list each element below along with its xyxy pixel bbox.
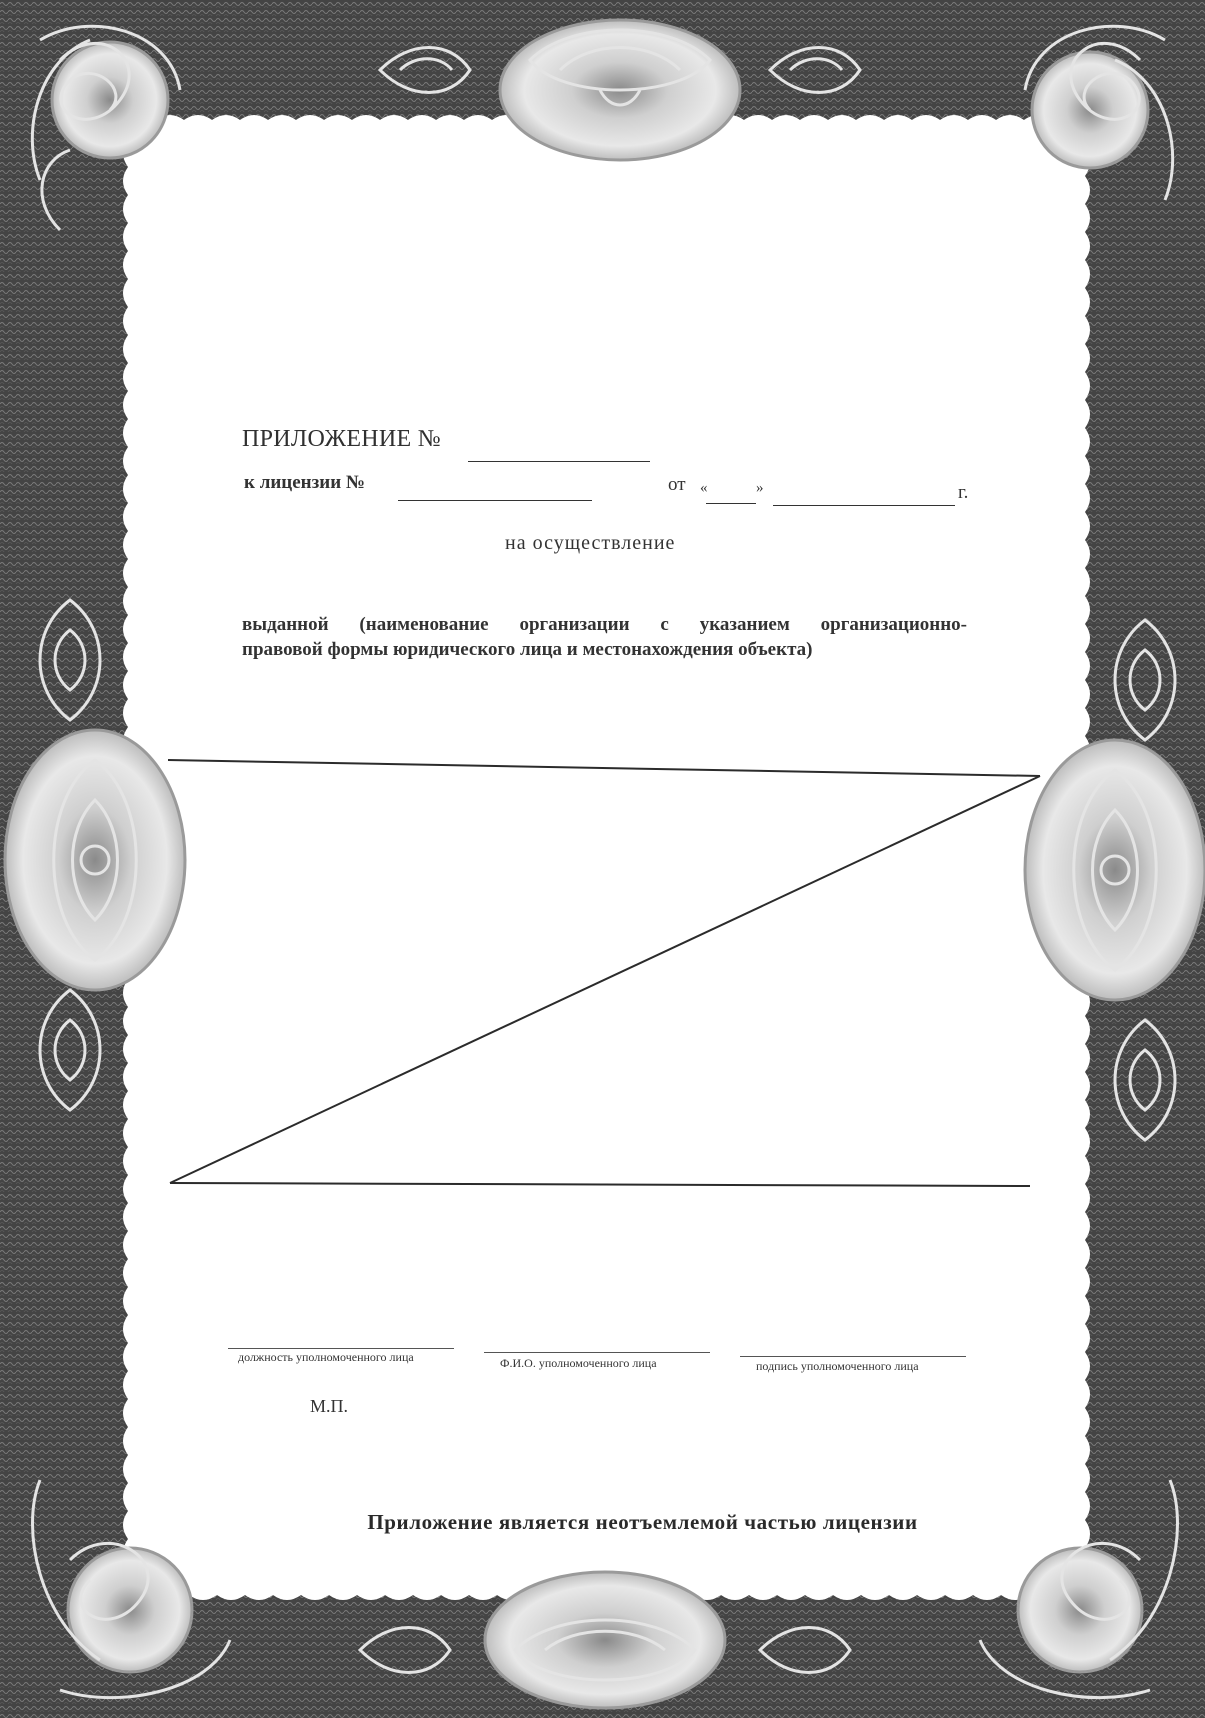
date-from-label: от xyxy=(668,474,686,495)
activity-label: на осуществление xyxy=(505,532,676,554)
issued-line-1: выданной (наименование организации с указанием организационно- xyxy=(242,614,967,635)
footer-note: Приложение является неотъемлемой частью лицензии xyxy=(367,1510,918,1534)
date-month-field[interactable] xyxy=(773,505,955,506)
ornament-bottom-center-icon xyxy=(485,1572,725,1708)
signature-caption: подпись уполномоченного лица xyxy=(756,1359,919,1373)
position-signature-line[interactable] xyxy=(228,1348,454,1349)
stamp-place-label: М.П. xyxy=(310,1396,349,1416)
name-signature-line[interactable] xyxy=(484,1352,710,1353)
ornament-top-center-icon xyxy=(500,20,740,160)
date-day-field[interactable] xyxy=(706,503,756,504)
signature-line[interactable] xyxy=(740,1356,966,1357)
appendix-title: ПРИЛОЖЕНИЕ № xyxy=(242,426,442,452)
position-caption: должность уполномоченного лица xyxy=(238,1350,414,1364)
ornament-left-middle-icon xyxy=(5,730,185,990)
name-caption: Ф.И.О. уполномоченного лица xyxy=(500,1356,657,1370)
issued-to-description xyxy=(242,612,967,662)
date-year-suffix: г. xyxy=(958,482,969,503)
date-quote-close: » xyxy=(756,480,764,496)
date-quote-open: « xyxy=(700,480,708,496)
issued-line-2: правовой формы юридического лица и местонахождения объекта) xyxy=(242,639,813,660)
license-number-label: к лицензии № xyxy=(244,472,366,493)
appendix-number-field[interactable] xyxy=(468,461,650,462)
license-number-field[interactable] xyxy=(398,500,592,501)
ornament-right-middle-icon xyxy=(1025,740,1205,1000)
